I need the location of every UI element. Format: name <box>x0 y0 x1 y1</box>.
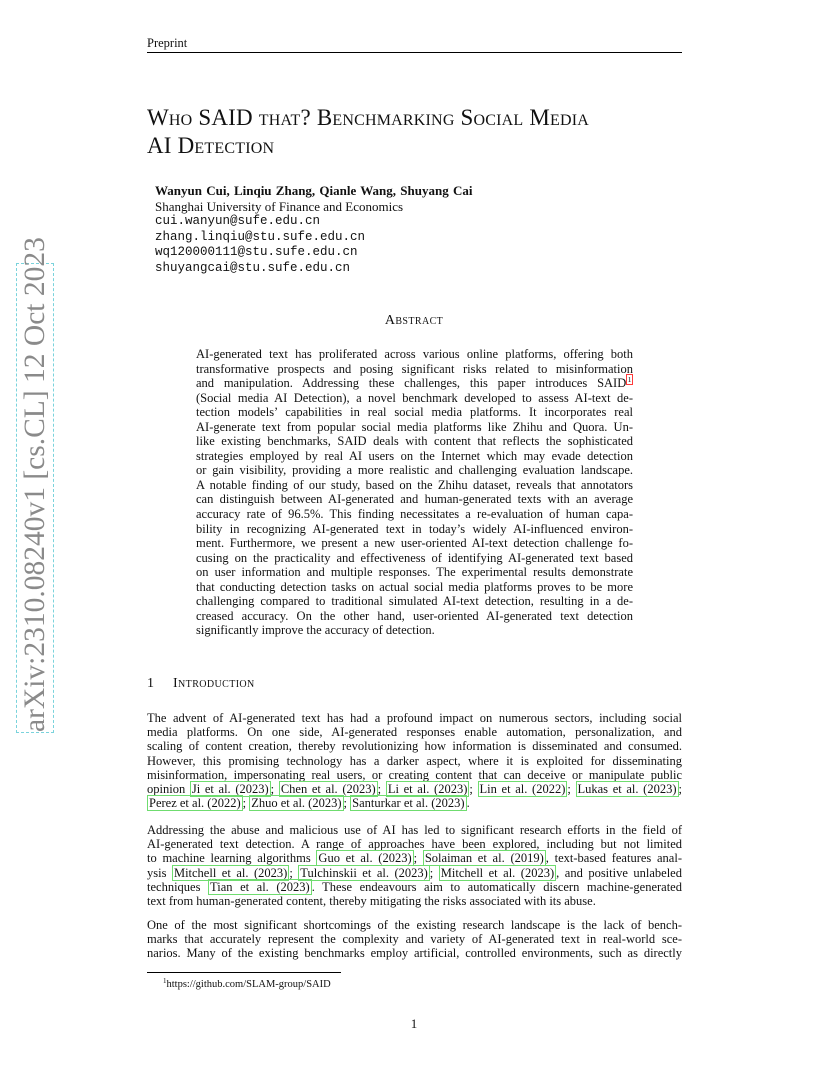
affiliation: Shanghai University of Finance and Economics <box>155 199 404 214</box>
running-header: Preprint <box>147 36 188 50</box>
citation-link[interactable]: Lin et al. (2022) <box>479 782 566 797</box>
abstract-line: creased accuracy. On the other hand, user-oriented AI-generated text detection <box>196 608 633 623</box>
footnote-url[interactable]: https://github.com/SLAM-group/SAID <box>166 979 331 990</box>
citation-link[interactable]: Ji et al. (2023) <box>191 782 269 797</box>
citation-link[interactable]: Li et al. (2023) <box>387 782 468 797</box>
paragraph-line: media platforms. On one side, AI-generated responses enable automation, personalization, and <box>147 725 682 740</box>
paragraph-line: ysis Mitchell et al. (2023) ; Tulchinskii et al. (2023) ; Mitchell et al. (2023) , and positive unlabeled <box>147 865 682 880</box>
email-list <box>155 214 365 276</box>
paragraph-1 <box>147 711 682 810</box>
abstract-line: ment. Furthermore, we present a new user-oriented AI-text detection challenge fo- <box>196 536 633 551</box>
paragraph-line: However, this promising technology has a darker aspect, where it is exploited for disseminating <box>147 753 682 768</box>
citation-link[interactable]: Santurkar et al. (2023) <box>352 796 465 811</box>
title-line-2: AI Detection <box>147 133 275 158</box>
abstract-line: AI-generated text has proliferated across various online platforms, offering both <box>196 347 633 361</box>
section-number: 1 <box>147 676 154 691</box>
text: techniques <box>147 879 209 894</box>
paragraph-line: Perez et al. (2022) ; Zhuo et al. (2023) ; Santurkar et al. (2023) . <box>149 796 470 811</box>
paragraph-line: The advent of AI-generated text has had a profound impact on numerous sectors, including social <box>147 711 682 725</box>
paragraph-line <box>147 880 682 894</box>
abstract-heading: Abstract <box>384 313 444 328</box>
email: wq120000111@stu.sufe.edu.cn <box>155 245 358 259</box>
citation-link[interactable]: Solaiman et al. (2019) <box>424 851 544 866</box>
text: opinion <box>147 782 190 797</box>
paragraph-line: to machine learning algorithms Guo et al. (2023) ; Solaiman et al. (2019) , text-based features anal- <box>147 851 682 866</box>
citation-link[interactable]: Tian et al. (2023) <box>210 879 310 894</box>
text: , text-based features anal- <box>545 851 682 866</box>
citation-link[interactable]: Mitchell et al. (2023) <box>173 865 288 880</box>
paragraph-line: Addressing the abuse and malicious use of AI has led to significant research efforts in the field of <box>147 823 682 837</box>
page-number: 1 <box>410 1016 418 1031</box>
text: ysis <box>147 865 172 880</box>
paragraph-line: opinion Ji et al. (2023) ; Chen et al. (2023) ; Li et al. (2023) ; Lin et al. (2022) ; Lukas et al. (2023) ; <box>147 782 682 797</box>
citation-link[interactable]: Chen et al. (2023) <box>280 782 376 797</box>
paragraph-line: misinformation, impersonating real users, or creating content that can deceive or manipulate public <box>147 767 682 782</box>
abstract-line: A notable finding of our study, based on the Zhihu dataset, reveals that annotators <box>196 477 633 492</box>
paragraph-line: AI-generated text detection. A range of approaches have been explored, including but not limited <box>147 837 682 852</box>
abstract-line-text: and manipulation. Addressing these challenges, this paper introduces SAID <box>196 376 627 391</box>
section-heading-introduction <box>147 676 255 692</box>
citation-link[interactable]: Tulchinskii et al. (2023) <box>300 865 428 880</box>
abstract-line: challenging compared to traditional simulated AI-text detection, resulting in a de- <box>196 594 633 609</box>
abstract-line: bility in recognizing AI-generated text in today’s widely AI-influenced environ- <box>196 521 633 536</box>
paragraph-line: scaling of content creation, thereby revolutionizing how information is disseminated and consumed. <box>147 739 682 754</box>
citation-link[interactable]: Perez et al. (2022) <box>149 796 241 811</box>
abstract-line: (Social media AI Detection), a novel benchmark developed to assess AI-text de- <box>196 390 633 405</box>
email: zhang.linqiu@stu.sufe.edu.cn <box>155 229 366 244</box>
paragraph-line: One of the most significant shortcomings of the existing research landscape is the lack of bench- <box>147 918 682 932</box>
abstract-line: significantly improve the accuracy of detection. <box>196 623 435 638</box>
citation-link[interactable]: Zhuo et al. (2023) <box>251 796 342 811</box>
footnote-marker: 1 <box>163 977 167 985</box>
abstract-line: accuracy rate of 96.5%. This finding necessitates a re-evaluation of human capa- <box>196 507 633 522</box>
text: to machine learning algorithms <box>147 851 317 866</box>
abstract-line: that conducting detection tasks on actual social media platforms proves to be more <box>196 579 633 594</box>
abstract-line: AI-generate text from popular social media platforms like Zhihu and Quora. Un- <box>196 419 633 434</box>
abstract-body <box>196 347 633 638</box>
abstract-line: like existing benchmarks, SAID deals with content that reflects the sophisticated <box>196 434 633 449</box>
email: cui.wanyun@sufe.edu.cn <box>155 214 321 228</box>
arxiv-stamp[interactable]: arXiv:2310.08240v1 [cs.CL] 12 Oct 2023 <box>16 263 54 733</box>
paragraph-line: narios. Many of the existing benchmarks employ artificial, controlled environments, such as directly <box>147 946 682 961</box>
citation-link[interactable]: Guo et al. (2023) <box>318 851 412 866</box>
email: shuyangcai@stu.sufe.edu.cn <box>155 260 351 275</box>
abstract-line: cusing on the practicality and effectiveness of identifying AI-generated text based <box>196 550 633 565</box>
abstract-line: transformative prospects and posing significant risks related to misinformation <box>196 361 633 376</box>
header-rule <box>147 52 682 53</box>
text: , and positive unlabeled <box>556 865 682 880</box>
footnote-rule <box>147 972 341 973</box>
text: . These endeavours aim to automatically discern machine-generated <box>311 879 682 894</box>
title-line-1: Who SAID that? Benchmarking Social Media <box>147 105 590 130</box>
paragraph-line: marks that accurately represent the complexity and variety of AI-generated text in real-world sce- <box>147 932 682 947</box>
abstract-line: strategies employed by real AI users on the Internet which may evade detection <box>196 448 633 463</box>
authors: Wanyun Cui, Linqiu Zhang, Qianle Wang, Shuyang Cai <box>155 183 473 198</box>
abstract-line: tection models’ capabilities in real social media platforms. It incorporates real <box>196 405 633 420</box>
paragraph-2 <box>147 823 682 908</box>
abstract-line: can distinguish between AI-generated and human-generated texts with an average <box>196 492 633 507</box>
paragraph-line: text from human-generated content, thereby mitigating the risks associated with its abuse. <box>147 894 596 909</box>
abstract-line: or gain visibility, providing a more realistic and challenging evaluation landscape. <box>196 463 633 478</box>
paragraph-3 <box>147 918 682 961</box>
section-title: Introduction <box>173 676 255 691</box>
footnote-link[interactable]: 1 <box>627 375 632 385</box>
paper-title <box>147 104 692 160</box>
abstract-line: on user information and multiple responses. The experimental results demonstrate <box>196 565 633 580</box>
citation-link[interactable]: Mitchell et al. (2023) <box>440 865 555 880</box>
abstract-line <box>196 376 633 391</box>
citation-link[interactable]: Lukas et al. (2023) <box>577 782 677 797</box>
footnote <box>163 977 331 990</box>
